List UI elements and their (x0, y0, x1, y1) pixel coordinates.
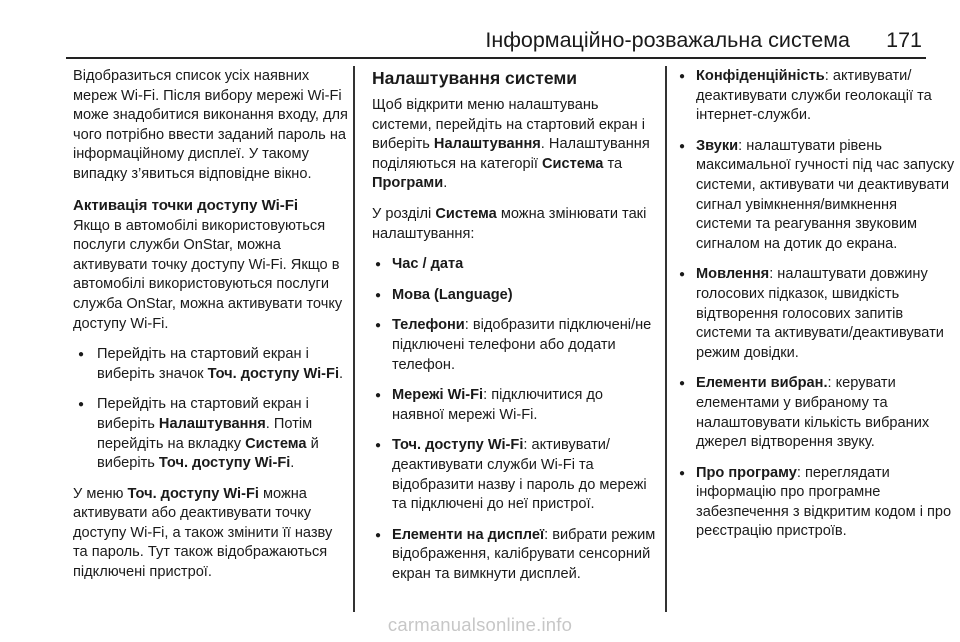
hotspot-steps-list (73, 345, 348, 474)
list-item: ● Звуки: налаштувати рівень максимальної гучності під час запуску системи, активувати чи деактивувати сигнал увімкнення/вимкнення системи та реагування звуковим сигналом на дотик до екрана. (676, 137, 956, 255)
list-item: ● Перейдіть на стартовий екран і виберіть значок Точ. доступу Wi-Fi. (75, 345, 348, 384)
column-right (676, 67, 956, 553)
list-item: ● Час / дата (372, 255, 659, 275)
list-item: ● Перейдіть на стартовий екран і виберіть Налаштування. Потім перейдіть на вкладку Система й виберіть Точ. доступу Wi-Fi. (75, 395, 348, 473)
column-left (73, 67, 348, 594)
list-item: ● Мовлення: налаштувати довжину голосових підказок, швидкість відтворення голосових запитів системи та активувати/деактивувати режим довідки. (676, 265, 956, 363)
system-settings-list (372, 255, 659, 584)
list-item: ● Точ. доступу Wi-Fi: активувати/деактивувати служби Wi-Fi та відобразити назву і пароль до мережі та підключені до неї пристрої. (372, 436, 659, 514)
section-heading-system-settings: Налаштування системи (372, 68, 578, 88)
column-middle (372, 67, 659, 595)
list-item: ● Телефони: відобразити підключені/не підключені телефони або додати телефон. (372, 316, 659, 375)
list-item: ● Конфіденційність: активувати/деактивувати служби геолокації та інтернет-служби. (676, 67, 956, 126)
list-item: ● Мова (Language) (372, 286, 659, 306)
column-divider-right (665, 66, 667, 612)
page-header (0, 0, 960, 62)
intro-paragraph: Відобразиться список усіх наявних мереж Wi-Fi. Після вибору мережі Wi-Fi може знадобитися виконання входу, для чого потрібно ввести заданий пароль на інформаційному дисплеї. У такому випадку з’явиться відповідне вікно. (73, 68, 348, 182)
system-section-paragraph: У розділі Система можна змінювати такі налаштування: (372, 205, 647, 242)
section-heading-wifi-hotspot: Активація точки доступу Wi-Fi (73, 196, 299, 214)
list-item: ● Мережі Wi-Fi: підключитися до наявної мережі Wi-Fi. (372, 386, 659, 425)
hotspot-menu-paragraph: У меню Точ. доступу Wi-Fi можна активувати або деактивувати точку доступу Wi-Fi, а також змінити її назву та пароль. Тут також відображаються підключені пристрої. (73, 485, 333, 581)
header-rule (66, 57, 926, 59)
hotspot-paragraph: Якщо в автомобілі використовуються послуги служби OnStar, можна активувати точку доступу Wi-Fi. Якщо в автомобілі використовуються послуги служба OnStar, можна активувати точку доступу Wi-Fi. (73, 217, 343, 332)
page-number: 171 (886, 28, 922, 52)
chapter-title: Інформаційно-розважальна система (485, 28, 850, 52)
watermark: carmanualsonline.info (387, 614, 573, 635)
system-settings-list-continued (676, 67, 956, 542)
list-item: ● Про програму: переглядати інформацію про програмне забезпечення з відкритим кодом і про реєстрацію пристроїв. (676, 464, 956, 542)
settings-intro-paragraph: Щоб відкрити меню налаштувань системи, перейдіть на стартовий екран і виберіть Налаштування. Налаштування поділяються на категорії Система та Програми. (372, 97, 650, 192)
column-divider-left (353, 66, 355, 612)
list-item: ● Елементи на дисплеї: вибрати режим відображення, калібрувати сенсорний екран та вимкнути дисплей. (372, 526, 659, 585)
list-item: ● Елементи вибран.: керувати елементами у вибраному та налаштовувати кількість вибраних джерел відтворення звуку. (676, 374, 956, 452)
